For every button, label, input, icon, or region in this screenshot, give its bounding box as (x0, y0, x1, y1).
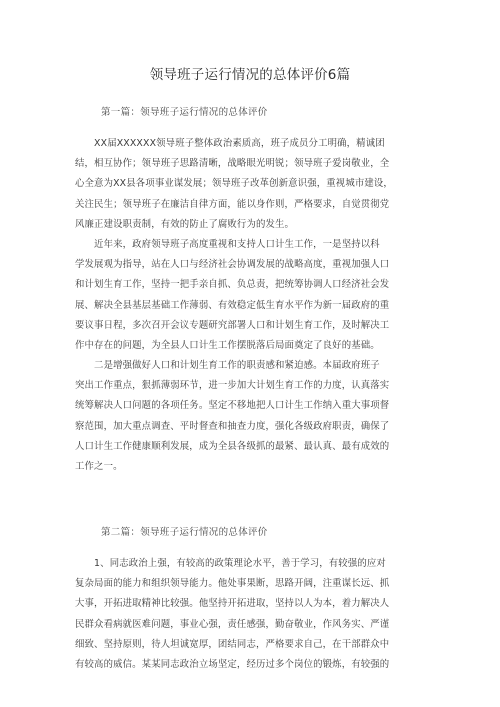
text-line: 心全意为XX县各项事业谋发展；领导班子改革创新意识强，重视城市建设， (75, 178, 393, 190)
document-title: 领导班子运行情况的总体评价6篇 (149, 67, 351, 83)
text-line: 作中存在的问题，为全县人口计生工作摆脱落后局面奠定了良好的基础。 (75, 339, 380, 351)
text-line: 察范围，加大重点调查、平时督查和抽查力度，强化各级政府职责，确保了 (75, 420, 390, 432)
text-line: 结，相互协作；领导班子思路清晰，战略眼光明锐；领导班子爱岗敬业，全 (75, 158, 390, 170)
text-line: 有较高的威信。某某同志政治立场坚定，经历过多个岗位的锻炼，有较强的 (75, 658, 390, 670)
text-line: 风廉正建设职责制，有效的防止了腐败行为的发生。 (75, 218, 295, 230)
text-line: 民群众看病就医难问题，事业心强，责任感强，勤奋敬业，作风务实、严谨 (75, 618, 390, 630)
section-1-paragraph-3 (75, 356, 430, 477)
text-line: 复杂局面的能力和组织领导能力。他处事果断，思路开阔，注重谋长远、抓 (75, 578, 390, 590)
section-1-paragraph-1 (75, 134, 430, 235)
section-2-heading: 第二篇：领导班子运行情况的总体评价 (101, 527, 268, 538)
section-1-paragraph-2 (75, 235, 430, 356)
text-line: 细致、坚持原则，待人坦诚宽厚，团结同志，严格要求自己，在干部群众中 (75, 638, 390, 650)
text-line: 和计划生育工作，坚持一把手亲自抓、负总责，把统筹协调人口经济社会发 (75, 279, 390, 291)
text-line: 1、同志政治上强，有较高的政策理论水平，善于学习，有较强的应对 (75, 558, 386, 569)
text-line: 大事，开拓进取精神比较强。他坚持开拓进取，坚持以人为本，着力解决人 (75, 598, 390, 610)
text-line: 突出工作重点，狠抓薄弱环节，进一步加大计划生育工作的力度，认真落实 (75, 380, 390, 392)
text-line: 人口计生工作健康顺利发展，成为全县各级抓的最紧、最认真、最有成效的 (75, 440, 390, 452)
text-line: 统筹解决人口问题的各项任务。坚定不移地把人口计生工作纳入重大事项督 (75, 400, 390, 412)
text-line: 关注民生；领导班子在廉洁自律方面，能以身作则，严格要求，自觉贯彻党 (75, 198, 390, 210)
text-line: XX届XXXXXX领导班子整体政治素质高，班子成员分工明确，精诚团 (75, 138, 385, 149)
section-1-heading: 第一篇：领导班子运行情况的总体评价 (101, 107, 268, 118)
text-line: 工作之一。 (75, 460, 123, 472)
text-line: 二是增强做好人口和计划生育工作的职责感和紧迫感。本届政府班子 (75, 360, 380, 371)
text-line: 展、解决全县基层基础工作薄弱、有效稳定低生育水平作为新一届政府的重 (75, 299, 390, 311)
text-line: 要议事日程，多次召开会议专题研究部署人口和计划生育工作，及时解决工 (75, 319, 390, 331)
text-line: 近年来，政府领导班子高度重视和支持人口计生工作，一是坚持以科 (75, 239, 380, 250)
section-2-paragraph-1 (75, 554, 430, 675)
text-line: 学发展观为指导，站在人口与经济社会协调发展的战略高度，重视加强人口 (75, 259, 390, 271)
